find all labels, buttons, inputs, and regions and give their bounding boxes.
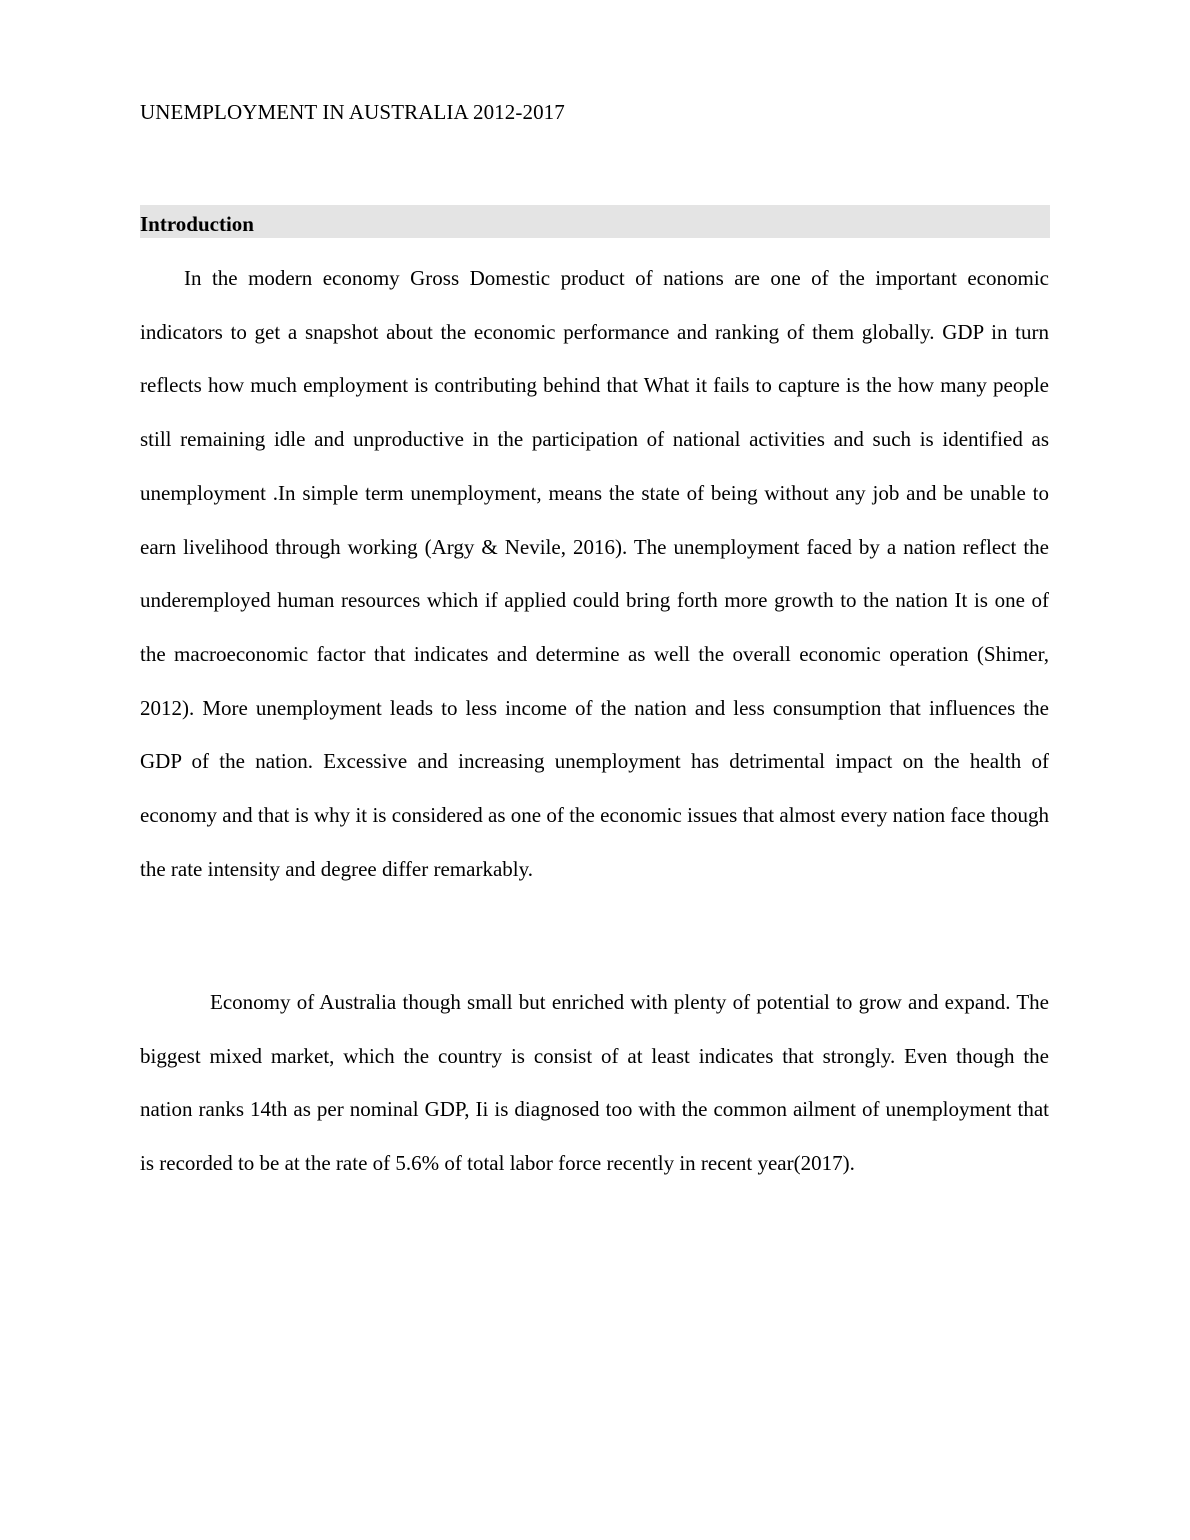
body-paragraph-2: Economy of Australia though small but enriched with plenty of potential to grow and expand. The biggest mixed market, which the country is consist of at least indicates that strongly. Even though the nation ranks 14th as per nominal GDP, Ii is diagnosed too with the common ailment of unemployment that is recorded to be at the rate of 5.6% of total labor force recently in recent year(2017). [140,990,1049,1176]
running-head: UNEMPLOYMENT IN AUSTRALIA 2012-2017 [140,100,565,124]
body-paragraph-1: In the modern economy Gross Domestic product of nations are one of the important economic indicators to get a snapshot about the economic performance and ranking of them globally. GDP in turn reflects how much employment is contributing behind that What it fails to capture is the how many people still remaining idle and unproductive in the participation of national activities and such is identified as unemployment .In simple term unemployment, means the state of being without any job and be unable to earn livelihood through working (Argy & Nevile, 2016). The unemployment faced by a nation reflect the underemployed human resources which if applied could bring forth more growth to the nation It is one of the macroeconomic factor that indicates and determine as well the overall economic operation (Shimer, 2012). More unemployment leads to less income of the nation and less consumption that influences the GDP of the nation. Excessive and increasing unemployment has detrimental impact on the health of economy and that is why it is considered as one of the economic issues that almost every nation face though the rate intensity and degree differ remarkably. [140,266,1049,881]
section-heading-introduction: Introduction [140,205,1050,238]
